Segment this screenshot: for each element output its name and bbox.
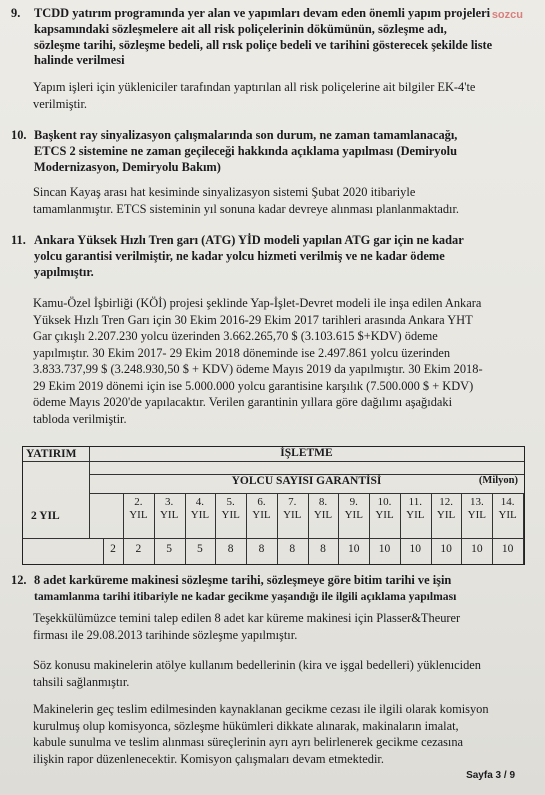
answer-line: kurulmuş olup komisyonca, sözleşme hükümleri dikkate alınarak, makinaların imalat, [33, 718, 459, 733]
question-line: TCDD yatırım programında yer alan ve yapımları devam eden önemli yapım projeleri [34, 6, 491, 20]
year-number: 12. [439, 496, 453, 508]
question-line: Ankara Yüksek Hızlı Tren garı (ATG) YİD modeli yapılan ATG gar için ne kadar [34, 233, 464, 247]
guarantee-value: 8 [320, 543, 326, 555]
year-header [277, 496, 308, 522]
year-unit: YIL [344, 509, 363, 521]
header-yatirim: YATIRIM [26, 448, 77, 460]
answer-line: firması ile 29.08.2013 tarihinde sözleşme yapılmıştır. [33, 627, 298, 642]
guarantee-value: 10 [440, 543, 452, 555]
year-number: 8. [318, 496, 328, 508]
answer-line: verilmiştir. [33, 96, 88, 111]
year-number: 6. [257, 496, 266, 508]
year-header [246, 496, 277, 522]
question-12 [0, 573, 545, 605]
question-11 [0, 233, 545, 280]
guarantee-value: 10 [471, 543, 483, 555]
answer-line: Söz konusu makinelerin atölye kullanım bedellerinin (kira ve işgal bedelleri) yüklenıciden [33, 658, 481, 672]
question-10-text [11, 128, 545, 175]
year-header [185, 496, 216, 522]
year-unit: YIL [159, 509, 179, 521]
answer-12-part2 [0, 657, 545, 690]
year-number: 13. [469, 496, 484, 508]
year-number: 10. [377, 496, 392, 508]
answer-line: Teşekkülümüzce temini talep edilen 8 adet kar küreme makinesi için Plasser&Theurer [33, 611, 461, 625]
question-number: 9. [11, 6, 21, 20]
guarantee-value: 10 [501, 543, 514, 555]
question-9-text [11, 6, 545, 69]
year-unit: YIL [436, 509, 456, 521]
guarantee-value: 10 [378, 543, 391, 555]
year-number: 9. [349, 496, 358, 508]
question-line: yapılmıştır. [34, 264, 94, 279]
answer-12-part1 [0, 610, 545, 643]
year-unit: YIL [221, 509, 240, 521]
year-header [461, 496, 492, 522]
guarantee-value: 5 [166, 543, 173, 555]
question-12-text [11, 573, 545, 605]
guarantee-value: 2 [110, 543, 116, 555]
guarantee-value: 8 [258, 543, 265, 555]
answer-line: tahsili sağlanmıştır. [33, 674, 130, 689]
guarantee-value: 5 [197, 543, 203, 555]
answer-line: Yüksek Hızlı Tren Garı için 30 Ekim 2016-29 Ekim 2017 tarihleri arasında Ankara YHT [33, 312, 473, 327]
answer-line: yapılmıştır. 30 Ekim 2017- 29 Ekim 2018 döneminde ise 2.497.861 yolcu üzerinden [33, 345, 451, 360]
guarantee-table [22, 446, 525, 565]
question-line: sözleşme tarihi, sözleşme bedeli, all rısk poliçe bedeli ve tarihini gösterecek şekilde liste [34, 37, 493, 52]
year-header [154, 496, 185, 522]
year-header [369, 496, 400, 522]
question-number: 11. [11, 233, 26, 247]
guarantee-value: 8 [227, 543, 234, 555]
year-number: 2. [134, 496, 143, 508]
question-line: 8 adet karküreme makinesi sözleşme tarihi, sözleşmeye göre bitim tarihi ve işin [34, 573, 452, 587]
guarantee-value: 2 [135, 543, 142, 555]
answer-line: kabule sunulma ve teslim alınması süreçlerinin ayrı ayrı belirlenerek gecikme cezasına [33, 735, 464, 749]
year-unit: YIL [467, 509, 486, 521]
answer-10 [0, 184, 545, 217]
year-number: 7. [288, 496, 297, 508]
year-number: 5. [226, 496, 235, 508]
watermark: sozcu [491, 9, 523, 21]
header-yolcu-garantisi: YOLCU SAYISI GARANTİSİ [231, 475, 382, 487]
guarantee-value: 8 [289, 543, 296, 555]
answer-12-part3 [0, 701, 545, 767]
year-unit: YIL [313, 509, 333, 521]
question-line: halinde verilmesi [34, 53, 125, 68]
year-number: 3. [165, 496, 174, 508]
answer-11 [0, 295, 545, 427]
header-isletme: İŞLETME [280, 447, 333, 459]
yatirim-years: 2 YIL [31, 510, 60, 522]
answer-line: Yapım işleri için yükleniciler tarafından yaptırılan all risk poliçelerine ait bilgiler EK-4'te [33, 80, 476, 94]
year-unit: YIL [375, 509, 394, 521]
guarantee-value: 10 [409, 543, 422, 555]
question-9 [0, 6, 545, 69]
year-header [492, 496, 523, 522]
year-header [215, 496, 246, 522]
answer-line: 3.833.737,99 $ (3.248.930,50 $ + KDV) ödeme Mayıs 2019 da yapılmıştır. 30 Ekim 2018- [33, 362, 483, 376]
year-header [431, 496, 462, 522]
question-11-text [11, 233, 545, 280]
year-header [308, 496, 339, 522]
year-unit: YIL [498, 509, 517, 521]
answer-line: tabloda verilmiştir. [33, 411, 127, 426]
page-number: Sayfa 3 / 9 [466, 770, 515, 781]
guarantee-value: 10 [348, 543, 360, 555]
year-header [123, 496, 154, 522]
question-line: yolcu garantisi verilmiştir, ne kadar yolcu hizmeti verilmiş ve ne kadar ödeme [34, 248, 445, 263]
year-unit: YIL [283, 509, 302, 521]
year-unit: YIL [190, 509, 210, 521]
year-number: 11. [408, 496, 422, 508]
year-header [400, 496, 431, 522]
year-unit: YIL [129, 509, 148, 521]
year-unit: YIL [406, 509, 425, 521]
answer-line: tamamlanmıştır. ETCS sisteminin yıl sonuna kadar devreye alınması planlanmaktadır. [33, 201, 460, 216]
answer-line: Makinelerin geç teslim edilmesinden kaynaklanan gecikme cezası ile ilgili olarak komisyon [33, 702, 489, 716]
question-line: Başkent ray sinyalizasyon çalışmalarında son durum, ne zaman tamamlanacağı, [34, 128, 458, 142]
question-line: tamamlanma tarihi itibariyle ne kadar gecikme yaşandığı ile ilgili açıklama yapılması [34, 589, 457, 603]
question-line: ETCS 2 sistemine ne zaman geçileceği hakkında açıklama yapılması (Demiryolu [34, 143, 457, 158]
question-line: kapsamındaki sözleşmelere ait all risk poliçelerinin dökümünün, sözleşme adı, [34, 21, 447, 36]
year-header [338, 496, 369, 522]
question-number: 10. [11, 128, 27, 142]
question-line: Modernizasyon, Demiryolu Bakım) [34, 159, 221, 174]
answer-line: Kamu-Özel İşbirliği (KÖİ) projesi şeklinde Yap-İşlet-Devret modeli ile inşa edilen Ankara [33, 296, 482, 310]
year-number: 4. [195, 496, 205, 508]
answer-line: Sincan Kayaş arası hat kesiminde sinyalizasyon sistemi Şubat 2020 itibariyle [33, 185, 416, 199]
answer-line: Gar çıkışlı 2.207.230 yolcu üzerinden 3.662.265,70 $ (3.103.615 $+KDV) ödeme [33, 329, 438, 343]
answer-line: ödeme Mayıs 2020'de yapılacaktır. Verilen garantinin yıllara göre dağılımı aşağıdaki [33, 395, 453, 409]
answer-line: ilişkin rapor düzenlenecektir. Komisyon çalışmaları devam etmektedir. [33, 751, 384, 766]
year-unit: YIL [252, 509, 271, 521]
question-10 [0, 128, 545, 175]
answer-9 [0, 79, 545, 112]
answer-line: 29 Ekim 2019 dönemi için ise 5.000.000 yolcu garantisine karşılık (7.500.000 $ + KDV) [33, 378, 474, 393]
question-number: 12. [11, 573, 27, 587]
year-number: 14. [500, 496, 515, 508]
header-unit: (Milyon) [478, 475, 518, 486]
